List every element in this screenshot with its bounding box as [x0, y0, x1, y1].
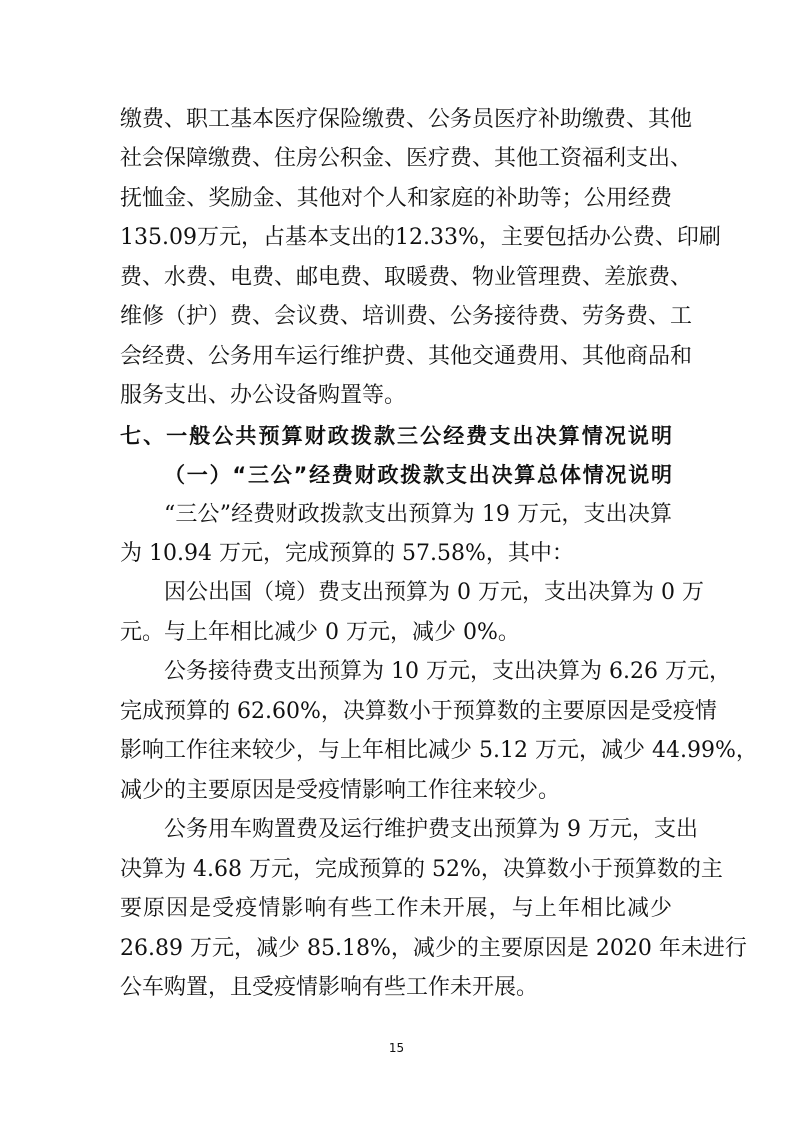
text-line: 决算为 4.68 万元，完成预算的 52%，决算数小于预算数的主 [120, 856, 723, 882]
text-line: 因公出国（境）费支出预算为 0 万元，支出决算为 0 万 [164, 580, 704, 606]
paragraph-2-line-2 [0, 534, 793, 574]
paragraph-4-line-4 [0, 771, 793, 811]
paragraph-1-line-8 [0, 376, 793, 416]
text-line: 公务接待费支出预算为 10 万元，支出决算为 6.26 万元， [164, 659, 731, 685]
page-number: 15 [388, 1041, 405, 1055]
text-line: 完成预算的 62.60%，决算数小于预算数的主要原因是受疫情 [120, 698, 717, 724]
paragraph-2-line-1 [0, 495, 793, 535]
paragraph-5-line-3 [0, 889, 793, 929]
text-line: 费、水费、电费、邮电费、取暖费、物业管理费、差旅费、 [120, 264, 693, 290]
paragraph-3-line-2 [0, 613, 793, 653]
paragraph-4-line-2 [0, 692, 793, 732]
text-line: 减少的主要原因是受疫情影响工作往来较少。 [120, 777, 561, 803]
paragraph-5-line-5 [0, 968, 793, 1008]
text-line: 维修（护）费、会议费、培训费、公务接待费、劳务费、工 [120, 304, 693, 330]
paragraph-3-line-1 [0, 573, 793, 613]
paragraph-1-line-3 [0, 179, 793, 219]
text-line: “三公”经费财政拨款支出预算为 19 万元，支出决算 [164, 501, 672, 527]
text-line: 135.09万元，占基本支出的12.33%，主要包括办公费、印刷 [120, 225, 721, 251]
text-line: 影响工作往来较少，与上年相比减少 5.12 万元，减少 44.99%， [120, 738, 758, 764]
text-line: 元。与上年相比减少 0 万元，减少 0%。 [120, 619, 520, 645]
paragraph-4-line-3 [0, 731, 793, 771]
paragraph-1-line-2 [0, 139, 793, 179]
paragraph-1-line-7 [0, 337, 793, 377]
text-line: 会经费、公务用车运行维护费、其他交通费用、其他商品和 [120, 343, 693, 369]
subsection-heading [0, 455, 793, 495]
paragraph-1-line-6 [0, 297, 793, 337]
text-line: 为 10.94 万元，完成预算的 57.58%，其中： [120, 541, 574, 566]
paragraph-1-line-1 [0, 100, 793, 140]
section-heading [0, 416, 793, 456]
paragraph-1-line-5 [0, 258, 793, 298]
text-line: 抚恤金、奖励金、其他对个人和家庭的补助等；公用经费 [120, 185, 672, 211]
text-line: 公务用车购置费及运行维护费支出预算为 9 万元，支出 [164, 817, 698, 843]
text-line: 要原因是受疫情影响有些工作未开展，与上年相比减少 [120, 896, 672, 922]
paragraph-4-line-1 [0, 652, 793, 692]
text-line: 缴费、职工基本医疗保险缴费、公务员医疗补助缴费、其他 [120, 107, 693, 132]
text-line: 26.89 万元，减少 85.18%，减少的主要原因是 2020 年未进行 [120, 935, 747, 961]
paragraph-1-line-4 [0, 218, 793, 258]
text-line: 社会保障缴费、住房公积金、医疗费、其他工资福利支出、 [120, 146, 693, 172]
subsection-heading-text: （一）“三公”经费财政拨款支出决算总体情况说明 [164, 463, 672, 488]
text-line: 服务支出、办公设备购置等。 [120, 383, 407, 409]
section-heading-text: 七、一般公共预算财政拨款三公经费支出决算情况说明 [120, 423, 672, 448]
paragraph-5-line-2 [0, 850, 793, 890]
text-line: 公车购置，且受疫情影响有些工作未开展。 [120, 975, 539, 1000]
paragraph-5-line-1 [0, 810, 793, 850]
paragraph-5-line-4 [0, 929, 793, 969]
